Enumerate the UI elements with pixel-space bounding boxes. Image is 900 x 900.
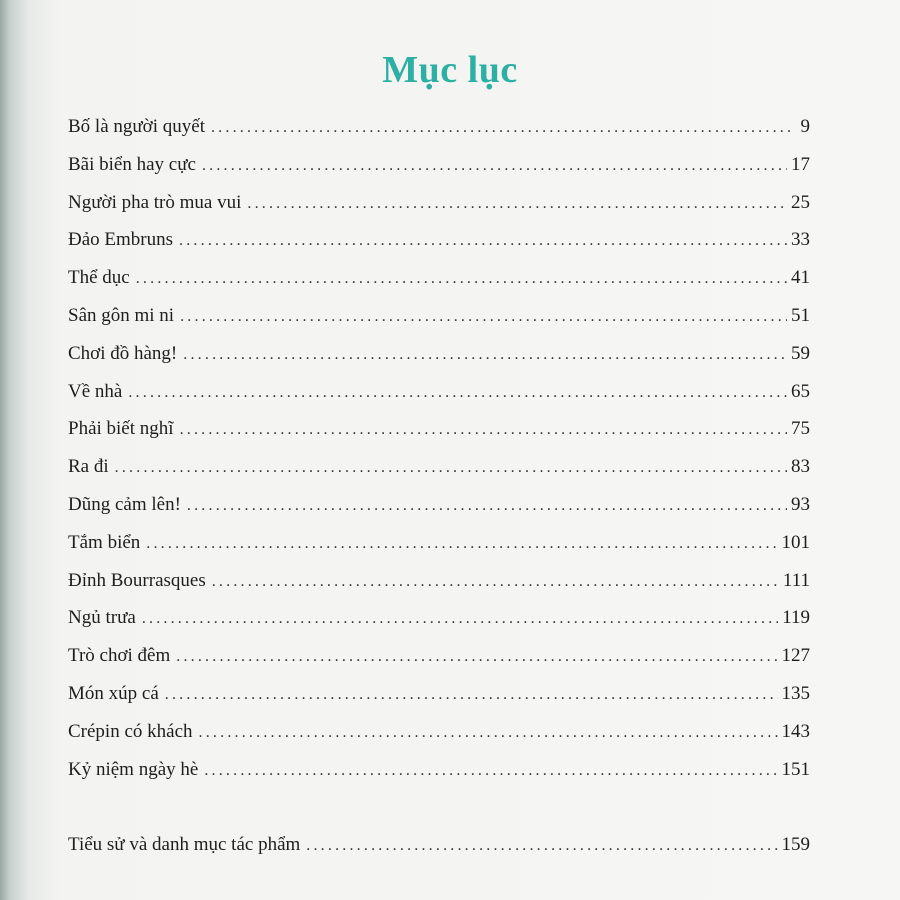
toc-entry-title: Đảo Embruns xyxy=(68,229,174,251)
toc-entry xyxy=(68,456,810,494)
toc-entry-page: 159 xyxy=(781,834,810,856)
toc-entry xyxy=(68,343,810,381)
toc-entry xyxy=(68,607,810,645)
dot-leader xyxy=(202,157,787,175)
toc-entry-title: Trò chơi đêm xyxy=(68,645,171,667)
page-title: Mục lục xyxy=(382,49,518,91)
toc-entry-page: 119 xyxy=(782,607,810,629)
toc-entry-title: Ngủ trưa xyxy=(68,607,136,629)
dot-leader xyxy=(187,497,787,515)
toc-entry xyxy=(68,305,810,343)
dot-leader xyxy=(146,535,777,553)
toc-entry-page: 111 xyxy=(782,569,810,591)
toc-entry xyxy=(68,721,810,759)
toc-entry-title: Món xúp cá xyxy=(68,682,159,704)
toc-entry-page: 65 xyxy=(791,380,810,402)
toc-entry-title: Bố là người quyết xyxy=(68,116,205,137)
dot-leader xyxy=(211,119,792,137)
toc-entry xyxy=(68,570,810,608)
toc-entry xyxy=(68,494,810,532)
dot-leader xyxy=(142,610,778,628)
dot-leader xyxy=(180,308,787,326)
dot-leader xyxy=(136,270,787,288)
toc-entry-title: Phải biết nghĩ xyxy=(68,418,174,440)
dot-leader xyxy=(180,421,787,439)
dot-leader xyxy=(247,195,787,213)
toc-entry-page: 127 xyxy=(781,645,810,667)
toc-entry-page: 83 xyxy=(791,456,810,478)
toc-entry-page: 25 xyxy=(791,191,810,213)
toc-entry-page: 17 xyxy=(791,153,810,175)
toc-entry-page: 41 xyxy=(791,267,810,289)
toc-entry-title: Chơi đồ hàng! xyxy=(68,342,178,364)
toc-entry xyxy=(68,759,810,797)
toc-entry-page: 75 xyxy=(791,418,810,440)
toc-entry xyxy=(68,645,810,683)
toc-entry xyxy=(68,532,810,570)
toc-entry-title: Thể dục xyxy=(68,267,130,289)
dot-leader xyxy=(306,837,777,855)
toc-entry-title: Dũng cảm lên! xyxy=(68,493,181,515)
dot-leader xyxy=(204,762,777,780)
toc-entry-page: 151 xyxy=(781,758,810,780)
toc-entry-page: 9 xyxy=(800,116,810,137)
table-of-contents xyxy=(68,116,810,872)
toc-entry-page: 101 xyxy=(781,531,810,553)
toc-entry xyxy=(68,154,810,192)
toc-appendix-entry xyxy=(68,834,810,872)
toc-entry-page: 143 xyxy=(781,720,810,742)
toc-entry xyxy=(68,116,810,154)
toc-entry-title: Tắm biển xyxy=(68,531,141,553)
toc-entry xyxy=(68,192,810,230)
toc-entry xyxy=(68,267,810,305)
dot-leader xyxy=(176,648,777,666)
dot-leader xyxy=(128,384,787,402)
dot-leader xyxy=(115,459,787,477)
toc-entry-title: Kỷ niệm ngày hè xyxy=(68,758,199,780)
toc-entry xyxy=(68,418,810,456)
toc-entry-page: 33 xyxy=(791,229,810,251)
toc-entry-title: Đỉnh Bourrasques xyxy=(68,569,206,591)
dot-leader xyxy=(199,724,778,742)
toc-entry-page: 93 xyxy=(791,493,810,515)
toc-entry-title: Người pha trò mua vui xyxy=(68,191,242,213)
toc-entry-title: Crépin có khách xyxy=(68,720,193,742)
dot-leader xyxy=(183,346,787,364)
dot-leader xyxy=(165,686,778,704)
toc-entry-page: 51 xyxy=(791,304,810,326)
toc-entry-page: 135 xyxy=(781,682,810,704)
dot-leader xyxy=(212,573,779,591)
dot-leader xyxy=(179,232,787,250)
toc-entry xyxy=(68,683,810,721)
toc-entry-title: Ra đi xyxy=(68,456,109,478)
toc-entry-page: 59 xyxy=(791,342,810,364)
toc-entry xyxy=(68,381,810,419)
toc-entry-title: Tiểu sử và danh mục tác phẩm xyxy=(68,834,301,856)
toc-entry-title: Sân gôn mi ni xyxy=(68,304,175,326)
toc-entry-title: Về nhà xyxy=(68,380,123,402)
toc-entry xyxy=(68,229,810,267)
toc-entry-title: Bãi biển hay cực xyxy=(68,153,196,175)
